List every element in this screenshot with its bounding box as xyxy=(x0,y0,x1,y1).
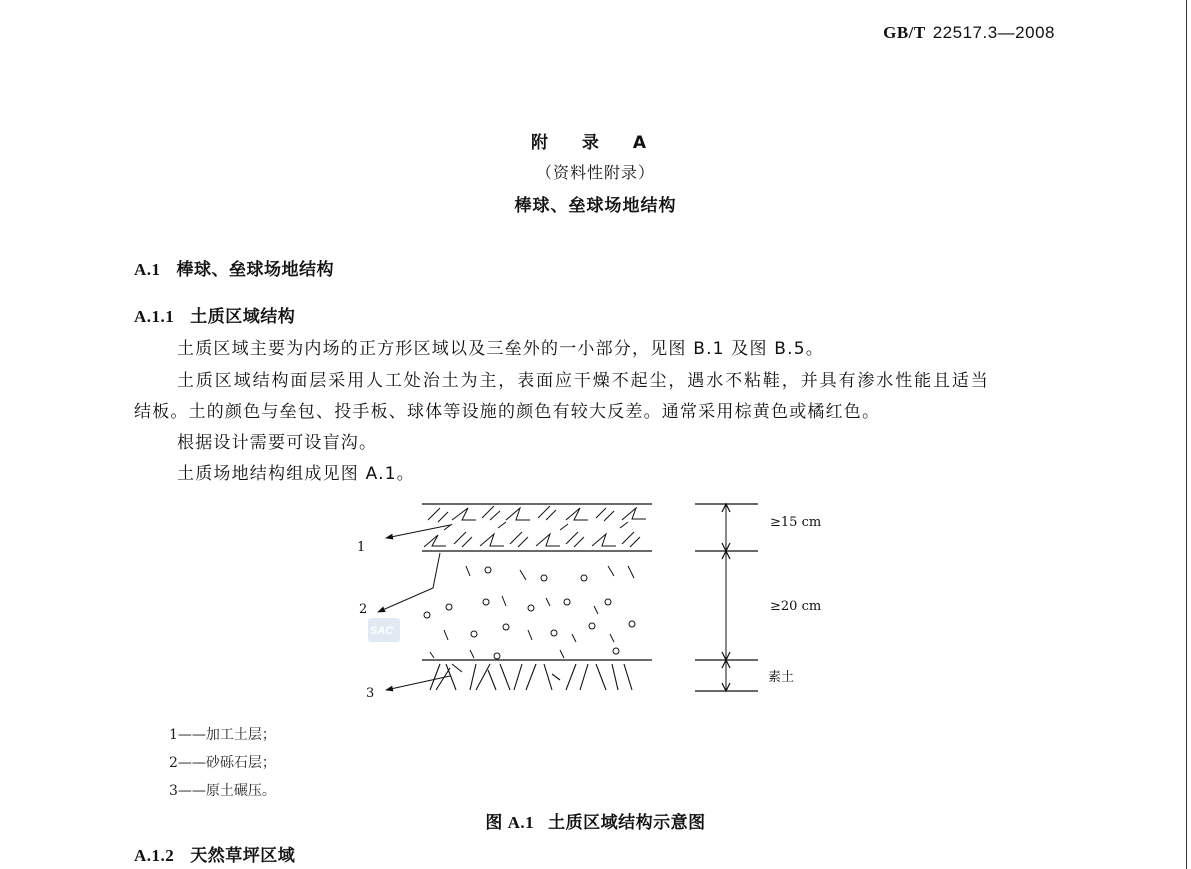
section-title: 土质区域结构 xyxy=(190,307,296,327)
paragraph-3: 根据设计需要可设盲沟。 xyxy=(177,433,378,453)
section-title: 天然草坪区域 xyxy=(190,846,296,866)
section-number: A.1.2 xyxy=(134,846,175,865)
dimension-label-layer-1: ≥15 cm xyxy=(770,515,822,530)
dimension-label-layer-2: ≥20 cm xyxy=(770,599,822,614)
gravel-layer-pattern xyxy=(424,566,635,659)
appendix-subject: 棒球、垒球场地结构 xyxy=(514,196,677,216)
callout-3: 3 xyxy=(366,686,375,701)
section-number: A.1 xyxy=(134,260,161,279)
figure-caption xyxy=(0,808,1191,833)
paragraph-1: 土质区域主要为内场的正方形区域以及三垒外的一小部分，见图 B.1 及图 B.5。 xyxy=(177,339,824,359)
standard-number: 22517.3—2008 xyxy=(932,23,1055,42)
compacted-soil-pattern xyxy=(430,664,632,690)
appendix-type: （资料性附录） xyxy=(535,163,655,182)
figure-number: 图 A.1 xyxy=(485,813,535,832)
svg-text:SAC: SAC xyxy=(370,625,394,637)
paragraph-2-line-1: 土质区域结构面层采用人工处治土为主，表面应干燥不起尘，遇水不粘鞋，并具有渗水性能且适当 xyxy=(177,371,990,391)
appendix-title: 附 录 A xyxy=(531,133,660,153)
figure-title: 土质区域结构示意图 xyxy=(548,813,706,833)
callout-2: 2 xyxy=(359,602,368,617)
sac-watermark-logo xyxy=(368,618,400,642)
figure-legend-item-3: 3——原土碾压。 xyxy=(169,783,276,799)
processed-soil-hatching xyxy=(424,506,646,547)
callout-1: 1 xyxy=(357,540,366,555)
dimension-lines xyxy=(695,504,758,691)
figure-legend-item-2: 2——砂砾石层； xyxy=(169,755,276,771)
section-title: 棒球、垒球场地结构 xyxy=(176,260,335,280)
figure-legend-item-1: 1——加工土层； xyxy=(169,727,276,743)
standard-prefix: GB/T xyxy=(883,23,926,42)
paragraph-2-line-2: 结板。土的颜色与垒包、投手板、球体等设施的颜色有较大反差。通常采用棕黄色或橘红色。 xyxy=(134,402,881,422)
section-heading-a12 xyxy=(134,841,295,866)
dimension-label-layer-3: 素土 xyxy=(768,670,795,685)
paragraph-4: 土质场地结构组成见图 A.1。 xyxy=(177,464,415,484)
section-number: A.1.1 xyxy=(134,307,175,326)
